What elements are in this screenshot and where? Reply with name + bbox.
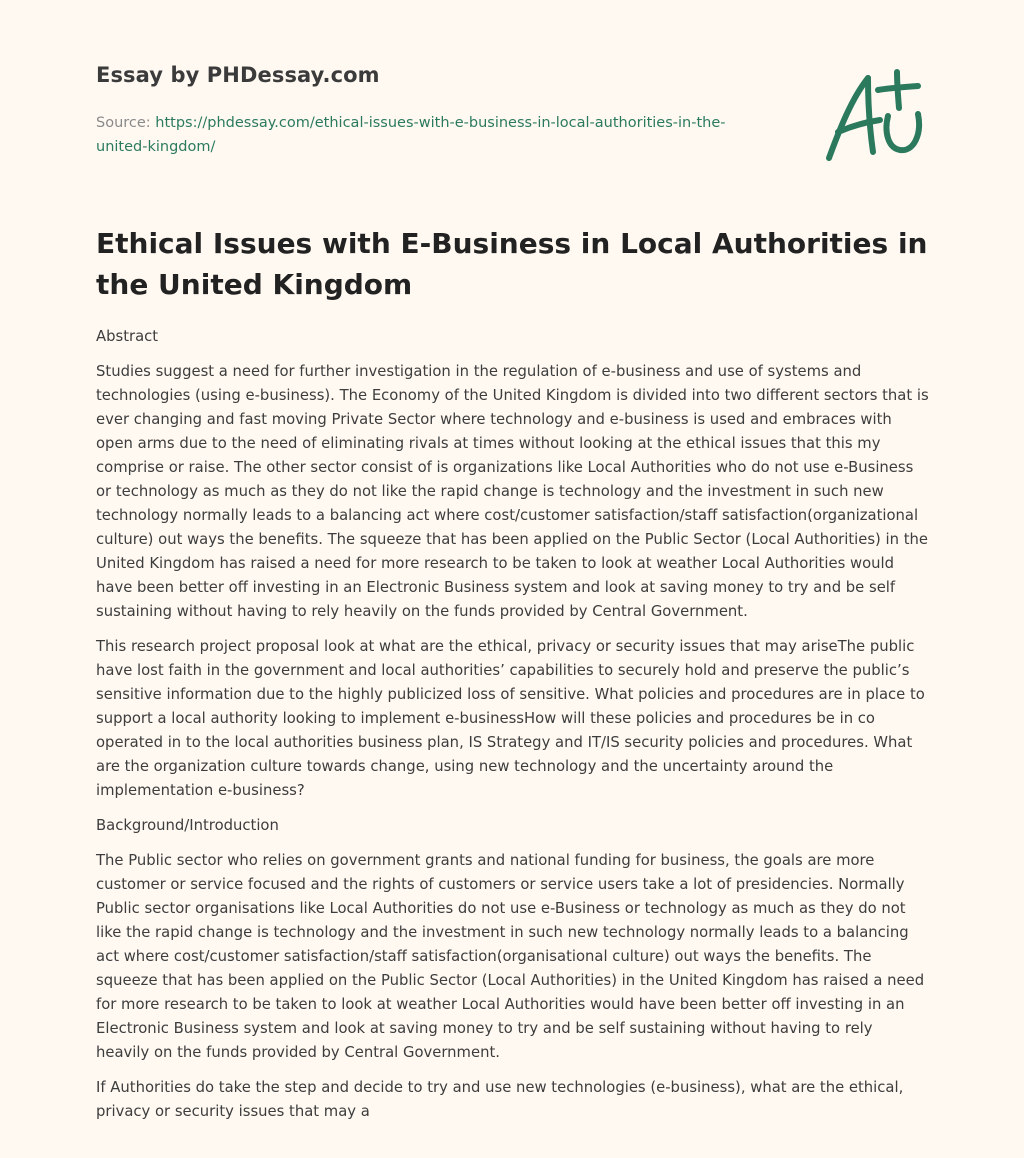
source-line (96, 111, 776, 159)
paragraph: This research project proposal look at what are the ethical, privacy or security issues that may ariseThe public have lost faith in the government and local authorities’ capabilities to securely hold and preserve the public’s sensitive information due to the highly publicized loss of sensitive. What policies and procedures are in place to support a local authority looking to implement e-businessHow will these policies and procedures be in co operated in to the local authorities business plan, IS Strategy and IT/IS security policies and procedures. What are the organization culture towards change, using new technology and the uncertainty around the implementation e-business? (96, 638, 925, 799)
essay-body (96, 325, 930, 1135)
section-heading-background: Background/Introduction (96, 817, 279, 834)
paragraph: The Public sector who relies on government grants and national funding for business, the goals are more customer or service focused and the rights of customers or service users take a lot of presidencies. Normally Public sector organisations like Local Authorities do not use e-Business or technology as much as they do not like the rapid change is technology and the investment in such new technology normally leads to a balancing act where cost/customer satisfaction/staff satisfaction(organisational culture) out ways the benefits. The squeeze that has been applied on the Public Sector (Local Authorities) in the United Kingdom has raised a need for more research to be taken to look at weather Local Authorities would have been better off investing in an Electronic Business system and look at saving money to try and be self sustaining without having to rely heavily on the funds provided by Central Government. (96, 852, 925, 1061)
source-link[interactable]: https://phdessay.com/ethical-issues-with-e-business-in-local-authorities-in-the-united-kingdom/ (96, 115, 726, 155)
section-heading-abstract: Abstract (96, 328, 159, 345)
site-brand: Essay by PHDessay.com (96, 63, 380, 87)
source-label: Source: (96, 115, 151, 131)
paragraph: Studies suggest a need for further investigation in the regulation of e-business and use of systems and technologies (using e-business). The Economy of the United Kingdom is divided into two different sectors that is ever changing and fast moving Private Sector where technology and e-business is used and embraces with open arms due to the need of eliminating rivals at times without looking at the ethical issues that this my comprise or raise. The other sector consist of is organizations like Local Authorities who do not use e-Business or technology as much as they do not like the rapid change is technology and the investment in such new technology normally leads to a balancing act where cost/customer satisfaction/staff satisfaction(organizational culture) out ways the benefits. The squeeze that has been applied on the Public Sector (Local Authorities) in the United Kingdom has raised a need for more research to be taken to look at weather Local Authorities would have been better off investing in an Electronic Business system and look at saving money to try and be self sustaining without having to rely heavily on the funds provided by Central Government. (96, 363, 929, 620)
essay-title: Ethical Issues with E-Business in Local Authorities in the United Kingdom (96, 227, 928, 301)
paragraph-truncated: If Authorities do take the step and decide to try and use new technologies (e-business), what are the ethical, privacy or security issues that may a (96, 1079, 904, 1120)
a-plus-logo-icon (818, 66, 930, 166)
